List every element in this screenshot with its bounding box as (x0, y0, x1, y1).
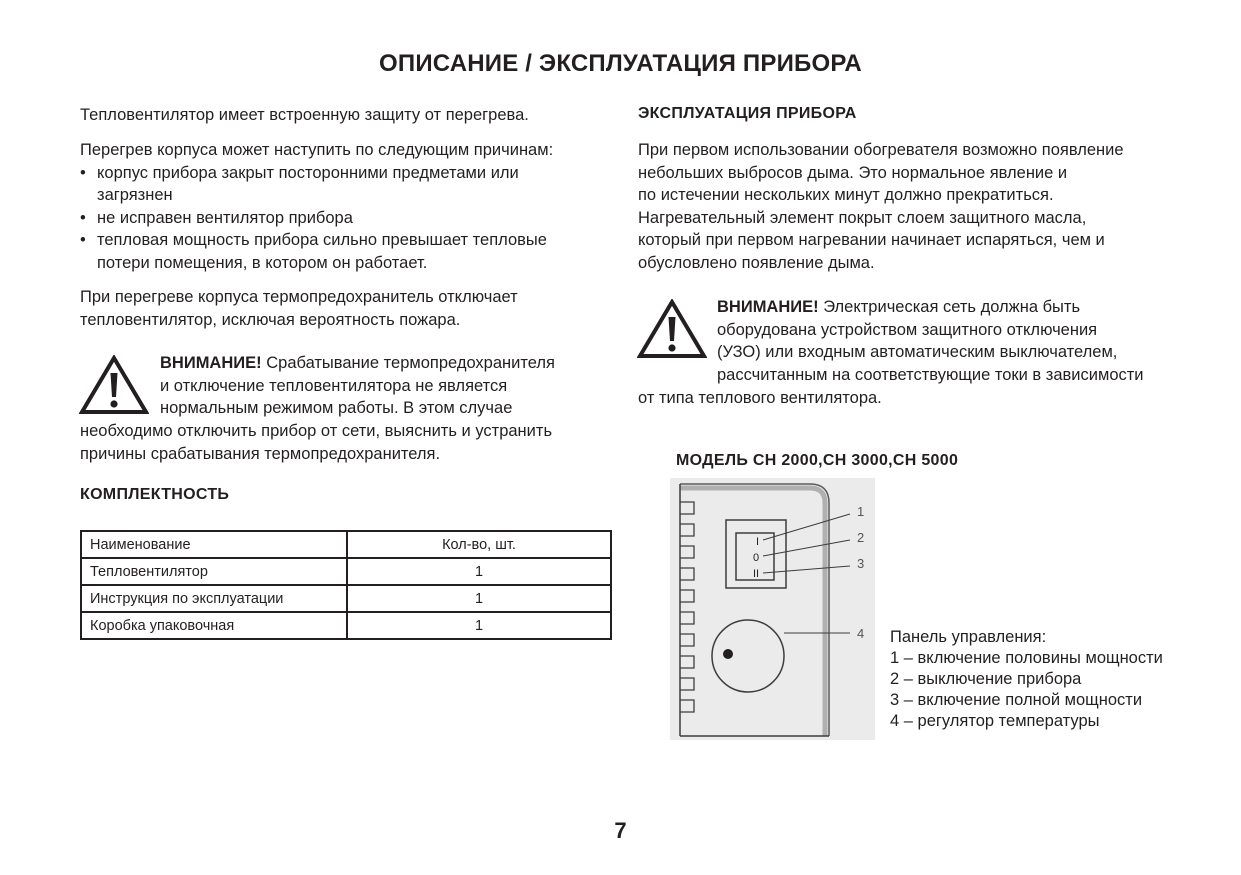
table-cell: Коробка упаковочная (81, 612, 347, 639)
legend-item: 4 – регулятор температуры (890, 712, 1100, 730)
page-title: ОПИСАНИЕ / ЭКСПЛУАТАЦИЯ ПРИБОРА (379, 50, 862, 77)
table-cell: Тепловентилятор (81, 558, 347, 585)
warning-triangle-icon (637, 299, 707, 359)
table-cell: 1 (347, 612, 611, 639)
control-panel-legend (890, 627, 1163, 732)
text-line: небольших выбросов дыма. Это нормальное явление и (638, 163, 1068, 182)
warning-block-right (717, 296, 1144, 386)
table-cell: 1 (347, 585, 611, 612)
page-number: 7 (614, 818, 627, 843)
first-use-text (638, 139, 1124, 275)
legend-item: 1 – включение половины мощности (890, 649, 1163, 667)
table-header-cell: Кол-во, шт. (347, 531, 611, 558)
list-item: • не исправен вентилятор прибора (80, 207, 600, 230)
warning-line-3: нормальным режимом работы. В этом случае (160, 399, 513, 418)
warning-line-4: необходимо отключить прибор от сети, выяснить и устранить (80, 422, 553, 440)
warning-triangle-icon (79, 355, 149, 415)
callout-3: 3 (857, 556, 865, 571)
model-heading: МОДЕЛЬ СН 2000,СН 3000,СН 5000 (676, 452, 959, 469)
operation-heading: ЭКСПЛУАТАЦИЯ ПРИБОРА (638, 105, 857, 122)
list-item: • тепловая мощность прибора сильно превышает тепловые потери помещения, в котором он работает. (80, 229, 587, 274)
table-cell: 1 (347, 558, 611, 585)
legend-item: 3 – включение полной мощности (890, 691, 1143, 709)
switch-mark-2: II (753, 568, 760, 580)
warning-text: Электрическая сеть должна быть (818, 298, 1081, 316)
thermal-fuse-text: При перегреве корпуса термопредохранитель отключает тепловентилятор, исключая вероятность пожара. (80, 288, 518, 329)
kit-table (80, 530, 612, 640)
kit-heading: КОМПЛЕКТНОСТЬ (80, 486, 230, 503)
warning-label: ВНИМАНИЕ! (717, 298, 819, 316)
text-line: который при первом нагревании начинает испаряться, чем и (638, 231, 1105, 250)
warning-block-left-cont (80, 420, 552, 465)
callout-4: 4 (857, 626, 865, 641)
overheat-reasons-list (80, 162, 600, 275)
list-item: • корпус прибора закрыт посторонними предметами или загрязнен (80, 162, 557, 207)
warning-line-5: причины срабатывания термопредохранителя. (80, 444, 441, 463)
legend-item: 2 – выключение прибора (890, 670, 1082, 688)
warning-line-3: (УЗО) или входным автоматическим выключателем, (717, 343, 1118, 362)
callout-1: 1 (857, 504, 865, 519)
warning-text: Срабатывание термопредохранителя (261, 354, 555, 372)
warning-line-4: рассчитанным на соответствующие токи в зависимости (717, 365, 1144, 384)
warning-label: ВНИМАНИЕ! (160, 354, 262, 372)
callout-2: 2 (857, 530, 865, 545)
switch-mark-0: 0 (753, 552, 760, 564)
warning-block-left (160, 352, 555, 420)
text-line: При первом использовании обогревателя возможно появление (638, 141, 1124, 159)
warning-line-2: оборудована устройством защитного отключения (717, 320, 1098, 339)
text-line: обусловлено появление дыма. (638, 253, 875, 272)
overheat-reasons-block (80, 139, 600, 275)
table-row (81, 585, 611, 612)
panel-background (670, 478, 875, 740)
warning-line-2: и отключение тепловентилятора не является (160, 376, 508, 395)
table-header-row (81, 531, 611, 558)
warning-line-1 (160, 352, 555, 375)
knob-indicator (723, 649, 733, 659)
text-line: по истечении нескольких минут должно прекратиться. (638, 186, 1054, 205)
overheat-protection-text: Тепловентилятор имеет встроенную защиту от перегрева. (80, 106, 529, 124)
control-panel-diagram (670, 478, 880, 744)
warning-line-1 (717, 296, 1144, 319)
legend-title: Панель управления: (890, 628, 1047, 646)
warning-line-5: от типа теплового вентилятора. (638, 389, 882, 407)
table-row (81, 558, 611, 585)
table-row (81, 612, 611, 639)
table-header-cell: Наименование (81, 531, 347, 558)
overheat-reasons-intro: Перегрев корпуса может наступить по следующим причинам: (80, 141, 554, 159)
switch-mark-1: I (756, 536, 760, 548)
text-line: Нагревательный элемент покрыт слоем защитного масла, (638, 208, 1087, 227)
table-cell: Инструкция по эксплуатации (81, 585, 347, 612)
